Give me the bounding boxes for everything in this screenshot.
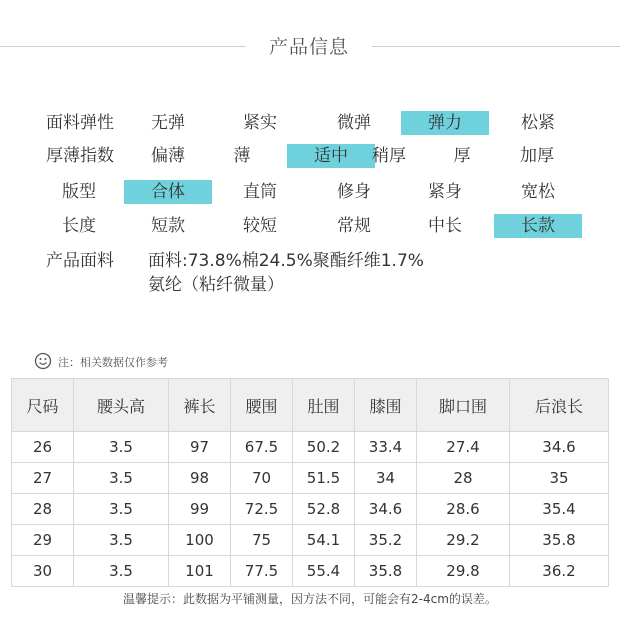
attribute-label: 长度 [62,216,96,236]
measurement-tip: 温馨提示：此数据为平铺测量，因方法不同，可能会有2-4cm的误差。 [123,592,497,606]
attribute-option: 厚 [453,146,471,166]
table-cell: 34.6 [355,494,417,525]
table-cell: 35.8 [355,556,417,587]
attribute-option: 短款 [151,216,185,236]
attribute-row [0,213,620,239]
column-header: 后浪长 [510,379,609,432]
table-row [12,432,609,463]
table-cell: 28 [12,494,74,525]
column-header: 腰围 [231,379,293,432]
attribute-option: 中长 [428,216,462,236]
table-cell: 35.4 [510,494,609,525]
table-cell: 72.5 [231,494,293,525]
fabric-composition [148,249,588,297]
table-cell: 33.4 [355,432,417,463]
table-cell: 26 [12,432,74,463]
attribute-option: 紧身 [428,182,462,202]
table-cell: 3.5 [74,463,169,494]
fabric-line-1: 面料:73.8%棉24.5%聚酯纤维1.7% [148,251,424,271]
attribute-label: 版型 [62,182,96,202]
header-divider-left [0,46,246,47]
table-cell: 29.8 [417,556,510,587]
column-header: 脚口围 [417,379,510,432]
table-cell: 29 [12,525,74,556]
table-cell: 75 [231,525,293,556]
table-cell: 70 [231,463,293,494]
table-body [12,432,609,587]
column-header: 肚围 [293,379,355,432]
table-cell: 3.5 [74,494,169,525]
column-header: 腰头高 [74,379,169,432]
attribute-option-selected: 合体 [124,180,212,204]
column-header: 裤长 [169,379,231,432]
table-row [12,494,609,525]
table-cell: 52.8 [293,494,355,525]
table-cell: 67.5 [231,432,293,463]
table-cell: 27.4 [417,432,510,463]
table-cell: 54.1 [293,525,355,556]
fabric-line-2: 氨纶（粘纤微量） [148,275,284,295]
table-header-row [12,379,609,432]
table-cell: 100 [169,525,231,556]
size-table [11,378,609,587]
column-header: 膝围 [355,379,417,432]
table-cell: 34 [355,463,417,494]
smile-icon [34,352,52,370]
section-title: 产品信息 [268,36,349,58]
table-cell: 97 [169,432,231,463]
attribute-option: 稍厚 [372,146,406,166]
table-cell: 3.5 [74,556,169,587]
table-cell: 3.5 [74,525,169,556]
attribute-option: 微弹 [337,113,371,133]
table-row [12,463,609,494]
table-cell: 29.2 [417,525,510,556]
attribute-row [0,110,620,136]
attribute-option: 较短 [243,216,277,236]
table-cell: 35.2 [355,525,417,556]
attribute-option-selected: 长款 [494,214,582,238]
table-cell: 99 [169,494,231,525]
table-cell: 55.4 [293,556,355,587]
section-header [0,30,620,64]
table-cell: 51.5 [293,463,355,494]
table-cell: 77.5 [231,556,293,587]
attribute-label: 厚薄指数 [46,146,114,166]
attribute-option: 常规 [337,216,371,236]
attribute-option: 紧实 [243,113,277,133]
table-row [12,525,609,556]
table-cell: 36.2 [510,556,609,587]
table-cell: 28.6 [417,494,510,525]
attribute-option: 宽松 [521,182,555,202]
attribute-option: 无弹 [151,113,185,133]
attribute-option: 修身 [337,182,371,202]
table-cell: 50.2 [293,432,355,463]
table-cell: 35.8 [510,525,609,556]
attribute-option: 松紧 [521,113,555,133]
table-cell: 28 [417,463,510,494]
column-header: 尺码 [12,379,74,432]
table-cell: 98 [169,463,231,494]
table-cell: 27 [12,463,74,494]
attribute-option: 直筒 [243,182,277,202]
attribute-option-selected: 弹力 [401,111,489,135]
table-cell: 30 [12,556,74,587]
table-cell: 101 [169,556,231,587]
table-cell: 34.6 [510,432,609,463]
table-row [12,556,609,587]
table-cell: 35 [510,463,609,494]
attribute-row [0,179,620,205]
attribute-row [0,143,620,169]
fabric-label: 产品面料 [46,251,114,271]
attribute-label: 面料弹性 [46,113,114,133]
table-cell: 3.5 [74,432,169,463]
note-text: 注：相关数据仅作参考 [58,356,168,369]
header-divider-right [372,46,620,47]
attribute-option: 偏薄 [151,146,185,166]
attribute-option: 薄 [233,146,251,166]
attribute-option: 加厚 [520,146,554,166]
attribute-option-selected: 适中 [287,144,375,168]
